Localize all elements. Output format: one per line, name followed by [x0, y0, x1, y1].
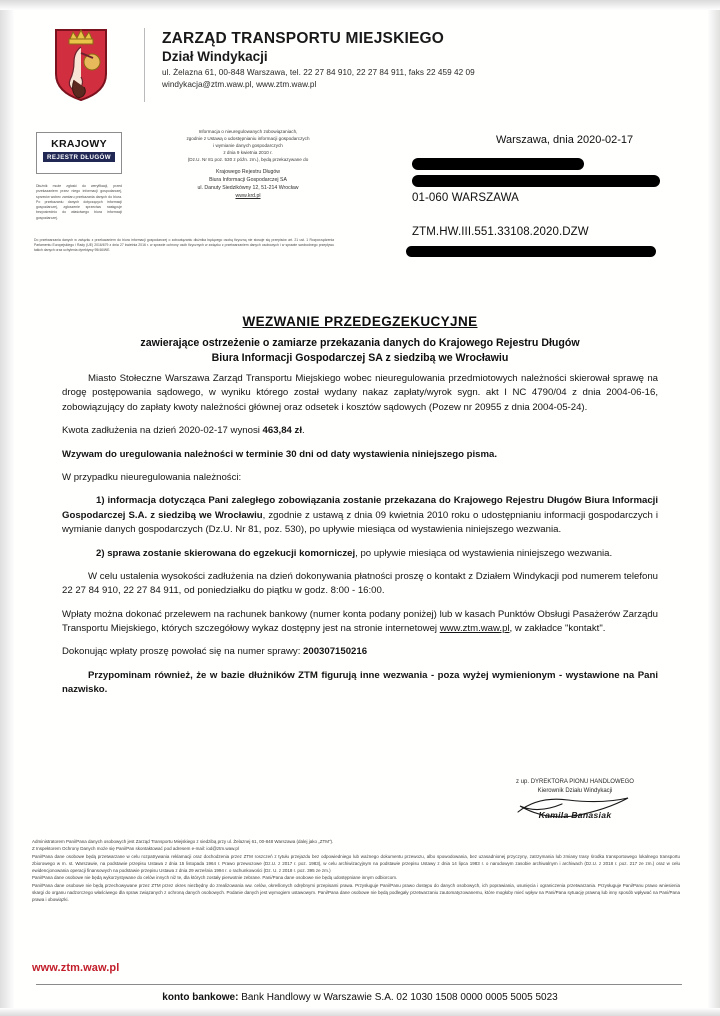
ztm-website-link[interactable]: www.ztm.waw.pl	[439, 623, 510, 635]
krd-notice-line-5: (Dz.U. Nr 81 poz. 530 z późn. zm.), będą przekazywane do	[187, 157, 309, 163]
addressee-block	[412, 158, 712, 204]
bank-account-value: Bank Handlowy w Warszawie S.A. 02 1030 1508 0000 0005 5005 5023	[241, 992, 558, 1003]
krd-notice-line-3: i wymianie danych gospodarczych	[213, 143, 283, 149]
document-subtitle-line-1: zawierające ostrzeżenie o zamiarze przekazania danych do Krajowego Rejestru Długów	[140, 337, 580, 349]
header-divider	[144, 28, 145, 102]
letterhead	[52, 26, 672, 110]
footer-divider	[36, 984, 682, 985]
krd-logo	[36, 132, 122, 174]
org-identity	[162, 30, 475, 91]
document-subtitle-line-2: Biura Informacji Gospodarczej SA z siedzibą we Wrocławiu	[211, 352, 509, 365]
amount-prefix: Kwota zadłużenia na dzień 2020-02-17 wynosi	[62, 425, 263, 437]
krd-logo-top-text: KRAJOWY	[51, 138, 107, 150]
paragraph-reminder: Przypominam również, że w bazie dłużników ZTM figurują inne wezwania - poza wyżej wymienionym - wystawione na Pani nazwisko.	[62, 669, 658, 696]
org-contact-line-1: ul. Żelazna 61, 00-848 Warszawa, tel. 22 27 84 910, 22 27 84 911, faks 22 459 42 09	[162, 68, 475, 78]
krd-lower-note: Do przetwarzania danych w związku z przekazaniem do biura informacji gospodarczej o zobowiązaniu dłużnika będącego osobą fizyczną nie stosuje się przepisów art. 21 ust. 1 Rozporządzenia Parlamentu Europejskiego i Rady (UE) 2016/679 z dnia 27 kwietnia 2016 r. w sprawie ochrony osób fizycznych w związku z przetwarzaniem danych osobowych i w sprawie swobodnego przepływu takich danych oraz uchylenia dyrektywy 95/46/WE.	[34, 238, 334, 253]
org-department: Dział Windykacji	[162, 48, 268, 64]
org-contact-line-2: windykacja@ztm.waw.pl, www.ztm.waw.pl	[162, 80, 317, 90]
krd-notice-line-1: Informacja o nieuregulowanych zobowiązaniach,	[198, 129, 298, 134]
footer-website-link[interactable]: www.ztm.waw.pl	[32, 962, 120, 974]
document-subtitle	[74, 336, 646, 366]
city-and-date: Warszawa, dnia 2020-02-17	[496, 134, 634, 146]
payment-text-part-1: Wpłaty można dokonać przelewem na rachunek bankowy (numer konta podany poniżej) lub w kasach Punktów Obsługi Pasażerów Zarządu Transportu Miejskiego, których szczegółowy wykaz dostępny jest na stronie internetowej	[62, 608, 658, 635]
warsaw-coat-of-arms-icon	[52, 26, 110, 102]
gdpr-paragraph-4: Pani/Pana dane osobowe nie będą wykorzystywane do celów innych niż te, dla których zostały pierwotnie zebrane. Pani/Pana dane osobowe nie będą udostępniane innym odbiorcom.	[32, 875, 398, 881]
signature-role-line-1: z up. DYREKTORA PIONU HANDLOWEGO	[516, 779, 634, 785]
org-title: ZARZĄD TRANSPORTU MIEJSKIEGO	[162, 30, 445, 47]
point-2-bold: 2) sprawa zostanie skierowana do egzekucji komorniczej	[96, 547, 356, 559]
reference-number: ZTM.HW.III.551.33108.2020.DZW	[412, 226, 589, 238]
redaction-bar-name	[412, 158, 584, 170]
document-title: WEZWANIE PRZEDEGZEKUCYJNE	[242, 314, 478, 329]
city-date-block	[496, 134, 706, 146]
gdpr-paragraph-1: Administratorem Pani/Pana danych osobowych jest Zarząd Transportu Miejskiego z siedzibą przy ul. Żelaznej 61, 00-848 Warszawa (dalej jako „ZTM").	[32, 839, 334, 844]
letter-body	[62, 372, 658, 707]
gdpr-paragraph-3: Pani/Pana dane osobowe będą przetwarzane w celu rozpatrywania reklamacji oraz dochodzenia przez ZTM roszczeń z tytułu przejazdu bez odpowiedniego lub ważnego dokumentu przewozu, albo spowodowania, bez uzasadnionej przyczyny, zatrzymania lub zmiany trasy środka transportowego lokalnego transportu zbiorowego w m. st. Warszawie, na podstawie przepisu Ustawa z dnia 15 listopada 1964 r. Prawo przewozowe (Dz.U. z 2017 r. poz. 1983), w celu archiwizacyjnym na podstawie przepisu Ustawy z dnia 14 lipca 1983 r. o narodowym zasobie archiwalnym i archiwach (Dz.U. z 2018 r. poz. 217 ze zm.) oraz w celu ewidencjonowania operacji finansowych na podstawie przepisu Ustawa z dnia 29 września 1994 r. o rachunkowości (Dz. U. z 2018 r. poz. 395 ze zm.)	[32, 853, 680, 874]
krd-address-line-3: ul. Danuty Siedzikówny 12, 51-214 Wrocław	[197, 185, 299, 192]
krd-website-link[interactable]: www.krd.pl	[235, 193, 261, 200]
redaction-bar-extra	[406, 246, 656, 257]
krd-notice-block	[34, 128, 364, 278]
krd-notice-line-4: z dnia 9 kwietnia 2010 r.	[223, 150, 273, 156]
amount-suffix: .	[302, 425, 305, 437]
scan-edge-top	[0, 0, 720, 10]
scan-edge-left	[0, 0, 14, 1016]
paragraph-case-lead: W przypadku nieuregulowania należności:	[62, 471, 242, 483]
gdpr-notice	[32, 838, 680, 904]
krd-notice-text	[134, 128, 362, 201]
case-reference-value: 200307150216	[303, 646, 368, 658]
scan-edge-right	[708, 0, 720, 1016]
payment-text-part-2: , w zakładce "kontakt".	[509, 623, 606, 635]
amount-value: 463,84 zł	[262, 425, 303, 437]
signature-block	[470, 778, 680, 820]
paragraph-contact: W celu ustalenia wysokości zadłużenia na dzień dokonywania płatności proszę o kontakt z Działem Windykacji pod numerem telefonu 22 27 84 910, 22 27 84 911, od poniedziałku do piątku w godz. 8:00 - 16:00.	[62, 570, 658, 597]
paragraph-case-reference	[62, 645, 658, 659]
paragraph-point-2	[62, 547, 658, 561]
paragraph-intro: Miasto Stołeczne Warszawa Zarząd Transportu Miejskiego wobec nieuregulowania przedmiotowych należności skierował sprawę na drogę postępowania sądowego, w wyniku którego został wydany nakaz zapłaty/wyrok sygn. akt I NC 4790/04 z dnia 2004-06-16, zobowiązujący do zapłaty kwoty należności głównej oraz odsetek i kosztów sądowych (Pozew nr 20955 z dnia 2004-05-24).	[62, 373, 658, 413]
paragraph-payment	[62, 608, 658, 637]
paragraph-point-1	[62, 494, 658, 537]
bank-account-label: konto bankowe:	[162, 992, 239, 1003]
krd-address	[134, 168, 362, 201]
paragraph-demand: Wzywam do uregulowania należności w terminie 30 dni od daty wystawienia niniejszego pisma.	[62, 448, 498, 460]
case-reference-prefix: Dokonując wpłaty proszę powołać się na numer sprawy:	[62, 646, 304, 658]
handwritten-signature-icon	[510, 794, 640, 820]
gdpr-paragraph-2: Z Inspektorem Ochrony Danych może się Pani/Pan skontaktować pod adresem e-mail: iod@ztm.waw.pl	[32, 846, 239, 852]
krd-address-line-2: Biura Informacji Gospodarczej SA	[209, 176, 287, 183]
scan-edge-bottom	[0, 1008, 720, 1016]
gdpr-paragraph-5: Pani/Pana dane osobowe nie będą przechowywane przez ZTM przez okres niezbędny do zrealizowania ww. celów, określonych odrębnymi przepisami prawa. Przysługuje Pani/Panu prawo dostępu do danych osobowych, ich poprawiania, usunięcia i ograniczenia przetwarzania. Przysługuje Pani/Panu prawo wniesienia skargi do organu nadzorczego właściwego dla spraw związanych z ochroną danych osobowych. Podanie danych jest wymogiem ustawowym. Pani/Pana dane osobowe nie będą podlegały przetwarzaniu zautomatyzowanemu, które mogłoby mieć wpływ na Pani/Pana sytuację prawną lub inny sposób wpływać na Pani/Pana prawa i obowiązki.	[32, 882, 680, 903]
point-1-bold: 1) informacja dotycząca Pani zaległego zobowiązania zostanie przekazana do Krajowego Rejestru Długów Biura Informacji Gospodarczej S.A. z siedzibą we Wrocławiu	[62, 495, 658, 521]
krd-logo-bottom-text: REJESTR DŁUGÓW	[43, 152, 115, 162]
point-1-rest: , zgodnie z ustawą z dnia 09 kwietnia 2010 roku o udostępnianiu informacji gospodarczych i wymianie danych gospodarczych (Dz.U. Nr 81, poz. 530), po upływie miesiąca od wystawienia niniejszego wezwania.	[62, 509, 658, 536]
signature-role-line-2: Kierownik Działu Windykacji	[537, 788, 613, 794]
redaction-bar-street	[412, 175, 660, 187]
krd-notice-line-2: zgodnie z Ustawą o udostępnianiu informacji gospodarczych	[186, 136, 310, 142]
addressee-city: 01-060 WARSZAWA	[412, 192, 519, 204]
krd-side-note: Dłużnik może zgłosić do weryfikacji, przed przekazaniem przez niego informacji gospodarczej, sprzeciw wobec zamiaru przekazania danych do biura. Po przekazaniu danych dotyczących informacji gospodarczej, zgłoszenie sprzeciwu następuje bezpośrednio do właściwego biura informacji gospodarczej.	[36, 184, 122, 220]
paragraph-amount	[62, 424, 658, 438]
signatory-name: Kamila Banasiak	[538, 810, 612, 820]
footer-bank-account	[0, 992, 720, 1003]
point-2-rest: , po upływie miesiąca od wystawienia niniejszego wezwania.	[355, 547, 613, 559]
krd-address-line-1: Krajowego Rejestru Długów	[215, 168, 280, 175]
